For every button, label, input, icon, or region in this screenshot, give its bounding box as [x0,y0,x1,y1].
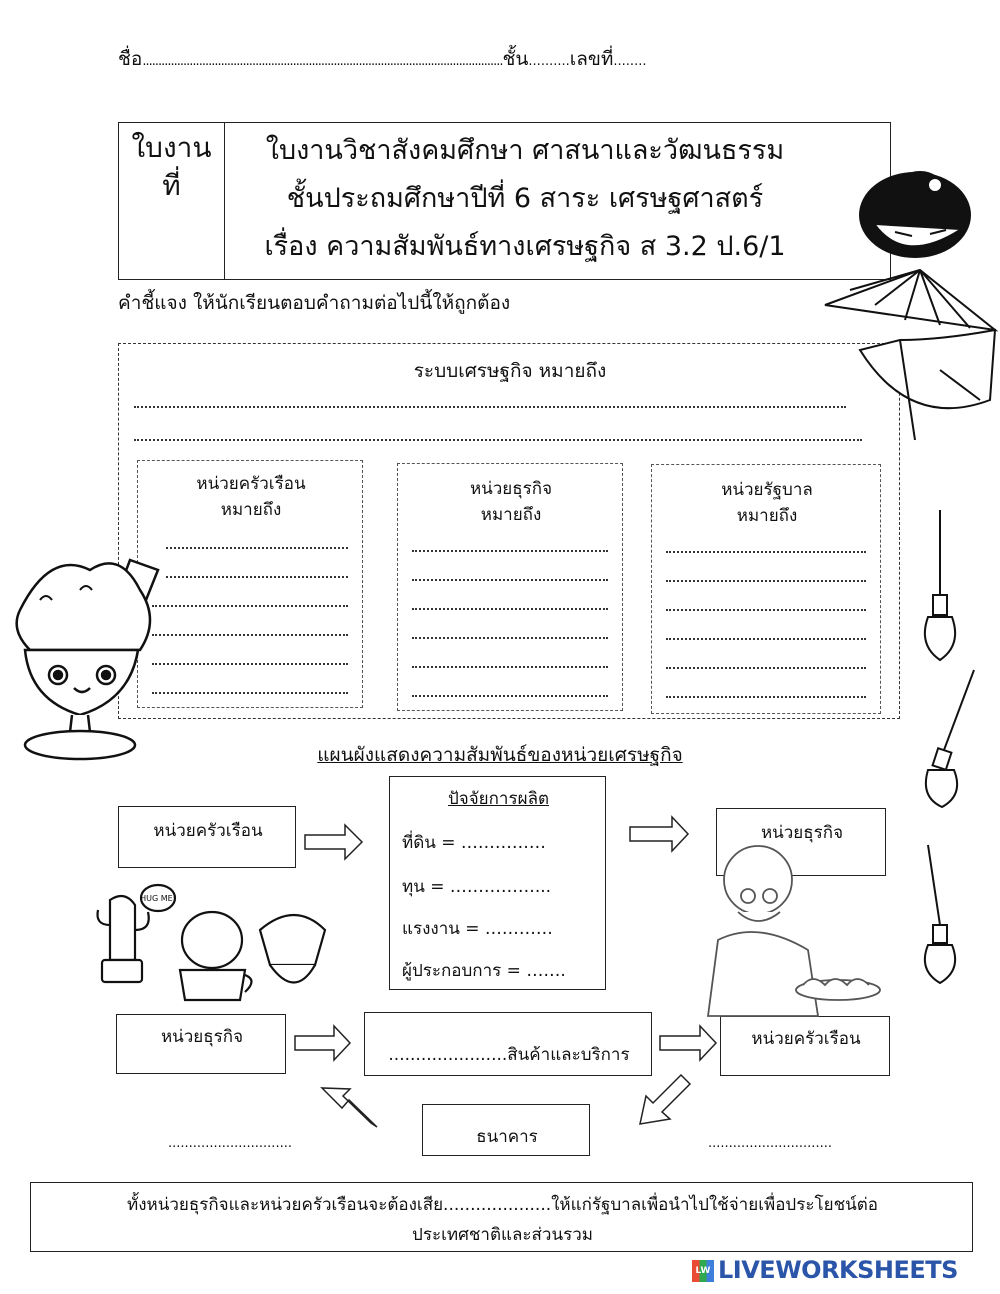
grade-blank[interactable]: .......... [528,54,570,69]
grandmother-illustration [698,840,882,1016]
arrow-to-left-blank [322,1088,377,1127]
blank-right[interactable]: .............................. [708,1136,832,1151]
household-box-1-label: หน่วยครัวเรือน [153,821,263,841]
number-label: เลขที่ [569,48,614,70]
business-box-2-label: หน่วยธุรกิจ [160,1027,244,1047]
business-unit-name: หน่วยธุรกิจ [469,479,553,499]
number-blank[interactable]: ........ [613,54,647,69]
drink-cup-illustration [10,540,170,770]
arrow-household-to-factors [305,825,362,859]
logo-badge: LW [692,1260,714,1282]
economy-title: ระบบเศรษฐกิจ หมายถึง [413,360,607,382]
bottom-statement-box [30,1182,973,1252]
bottom-statement-line-1[interactable]: ทั้งหน่วยธุรกิจและหน่วยครัวเรือนจะต้องเสีย....................ให้แก่รัฐบาลเพื่อนำไปใช้จ่ายเพื่อประโยชน์ต่อ [127,1195,878,1215]
sheet-label-1: ใบงาน [131,131,212,164]
factors-title: ปัจจัยการผลิต [447,789,550,809]
arrow-goods-to-household [660,1026,716,1060]
factor-capital[interactable]: ทุน = ……………... [402,877,552,897]
title-line-1: ใบงานวิชาสังคมศึกษา ศาสนาและวัฒนธรรม [265,135,785,166]
name-label: ชื่อ [118,48,143,70]
blank-left[interactable]: .............................. [168,1136,292,1151]
logo-text: LIVEWORKSHEETS [718,1256,958,1284]
bottom-statement-line-2: ประเทศชาติและส่วนรวม [412,1225,593,1245]
name-blank[interactable]: ................................................................................................................... [142,54,503,69]
household-unit-meaning: หมายถึง [220,500,282,520]
arrow-factors-to-business [630,817,688,851]
factor-land[interactable]: ที่ดิน = …………… [402,833,546,853]
business-box-1-label: หน่วยธุรกิจ [760,823,844,843]
government-unit-name: หน่วยรัฐบาล [721,480,813,500]
goods-label[interactable]: ......................สินค้าและบริการ [388,1045,630,1065]
diagram-title: แผนผังแสดงความสัมพันธ์ของหน่วยเศรษฐกิจ [317,744,683,766]
instruction: คำชี้แจง ให้นักเรียนตอบคำถามต่อไปนี้ให้ถูกต้อง [118,292,511,314]
factor-entrepreneur[interactable]: ผู้ประกอบการ = ……. [402,961,566,981]
household-unit-name: หน่วยครัวเรือน [196,474,306,494]
woman-with-fan-illustration [820,170,1000,460]
business-unit-meaning: หมายถึง [480,505,542,525]
household-box-2-label: หน่วยครัวเรือน [751,1029,861,1049]
government-unit-meaning: หมายถึง [736,506,798,526]
bank-label: ธนาคาร [476,1127,538,1147]
title-line-2: ชั้นประถมศึกษาปีที่ 6 สาระ เศรษฐศาสตร์ [286,183,764,214]
cactus-bubble-text: HUG ME! [140,894,176,903]
light-bulbs-illustration [918,505,988,985]
arrow-business-to-goods [295,1026,350,1060]
cactus-plants-illustration [90,880,330,1010]
sheet-label-2: ที่ [162,169,181,202]
title-line-3: เรื่อง ความสัมพันธ์ทางเศรษฐกิจ ส 3.2 ป.6/1 [264,231,786,262]
arrow-to-bank [640,1075,690,1124]
grade-label: ชั้น [502,48,529,70]
factor-labor[interactable]: แรงงาน = ………… [402,919,553,939]
